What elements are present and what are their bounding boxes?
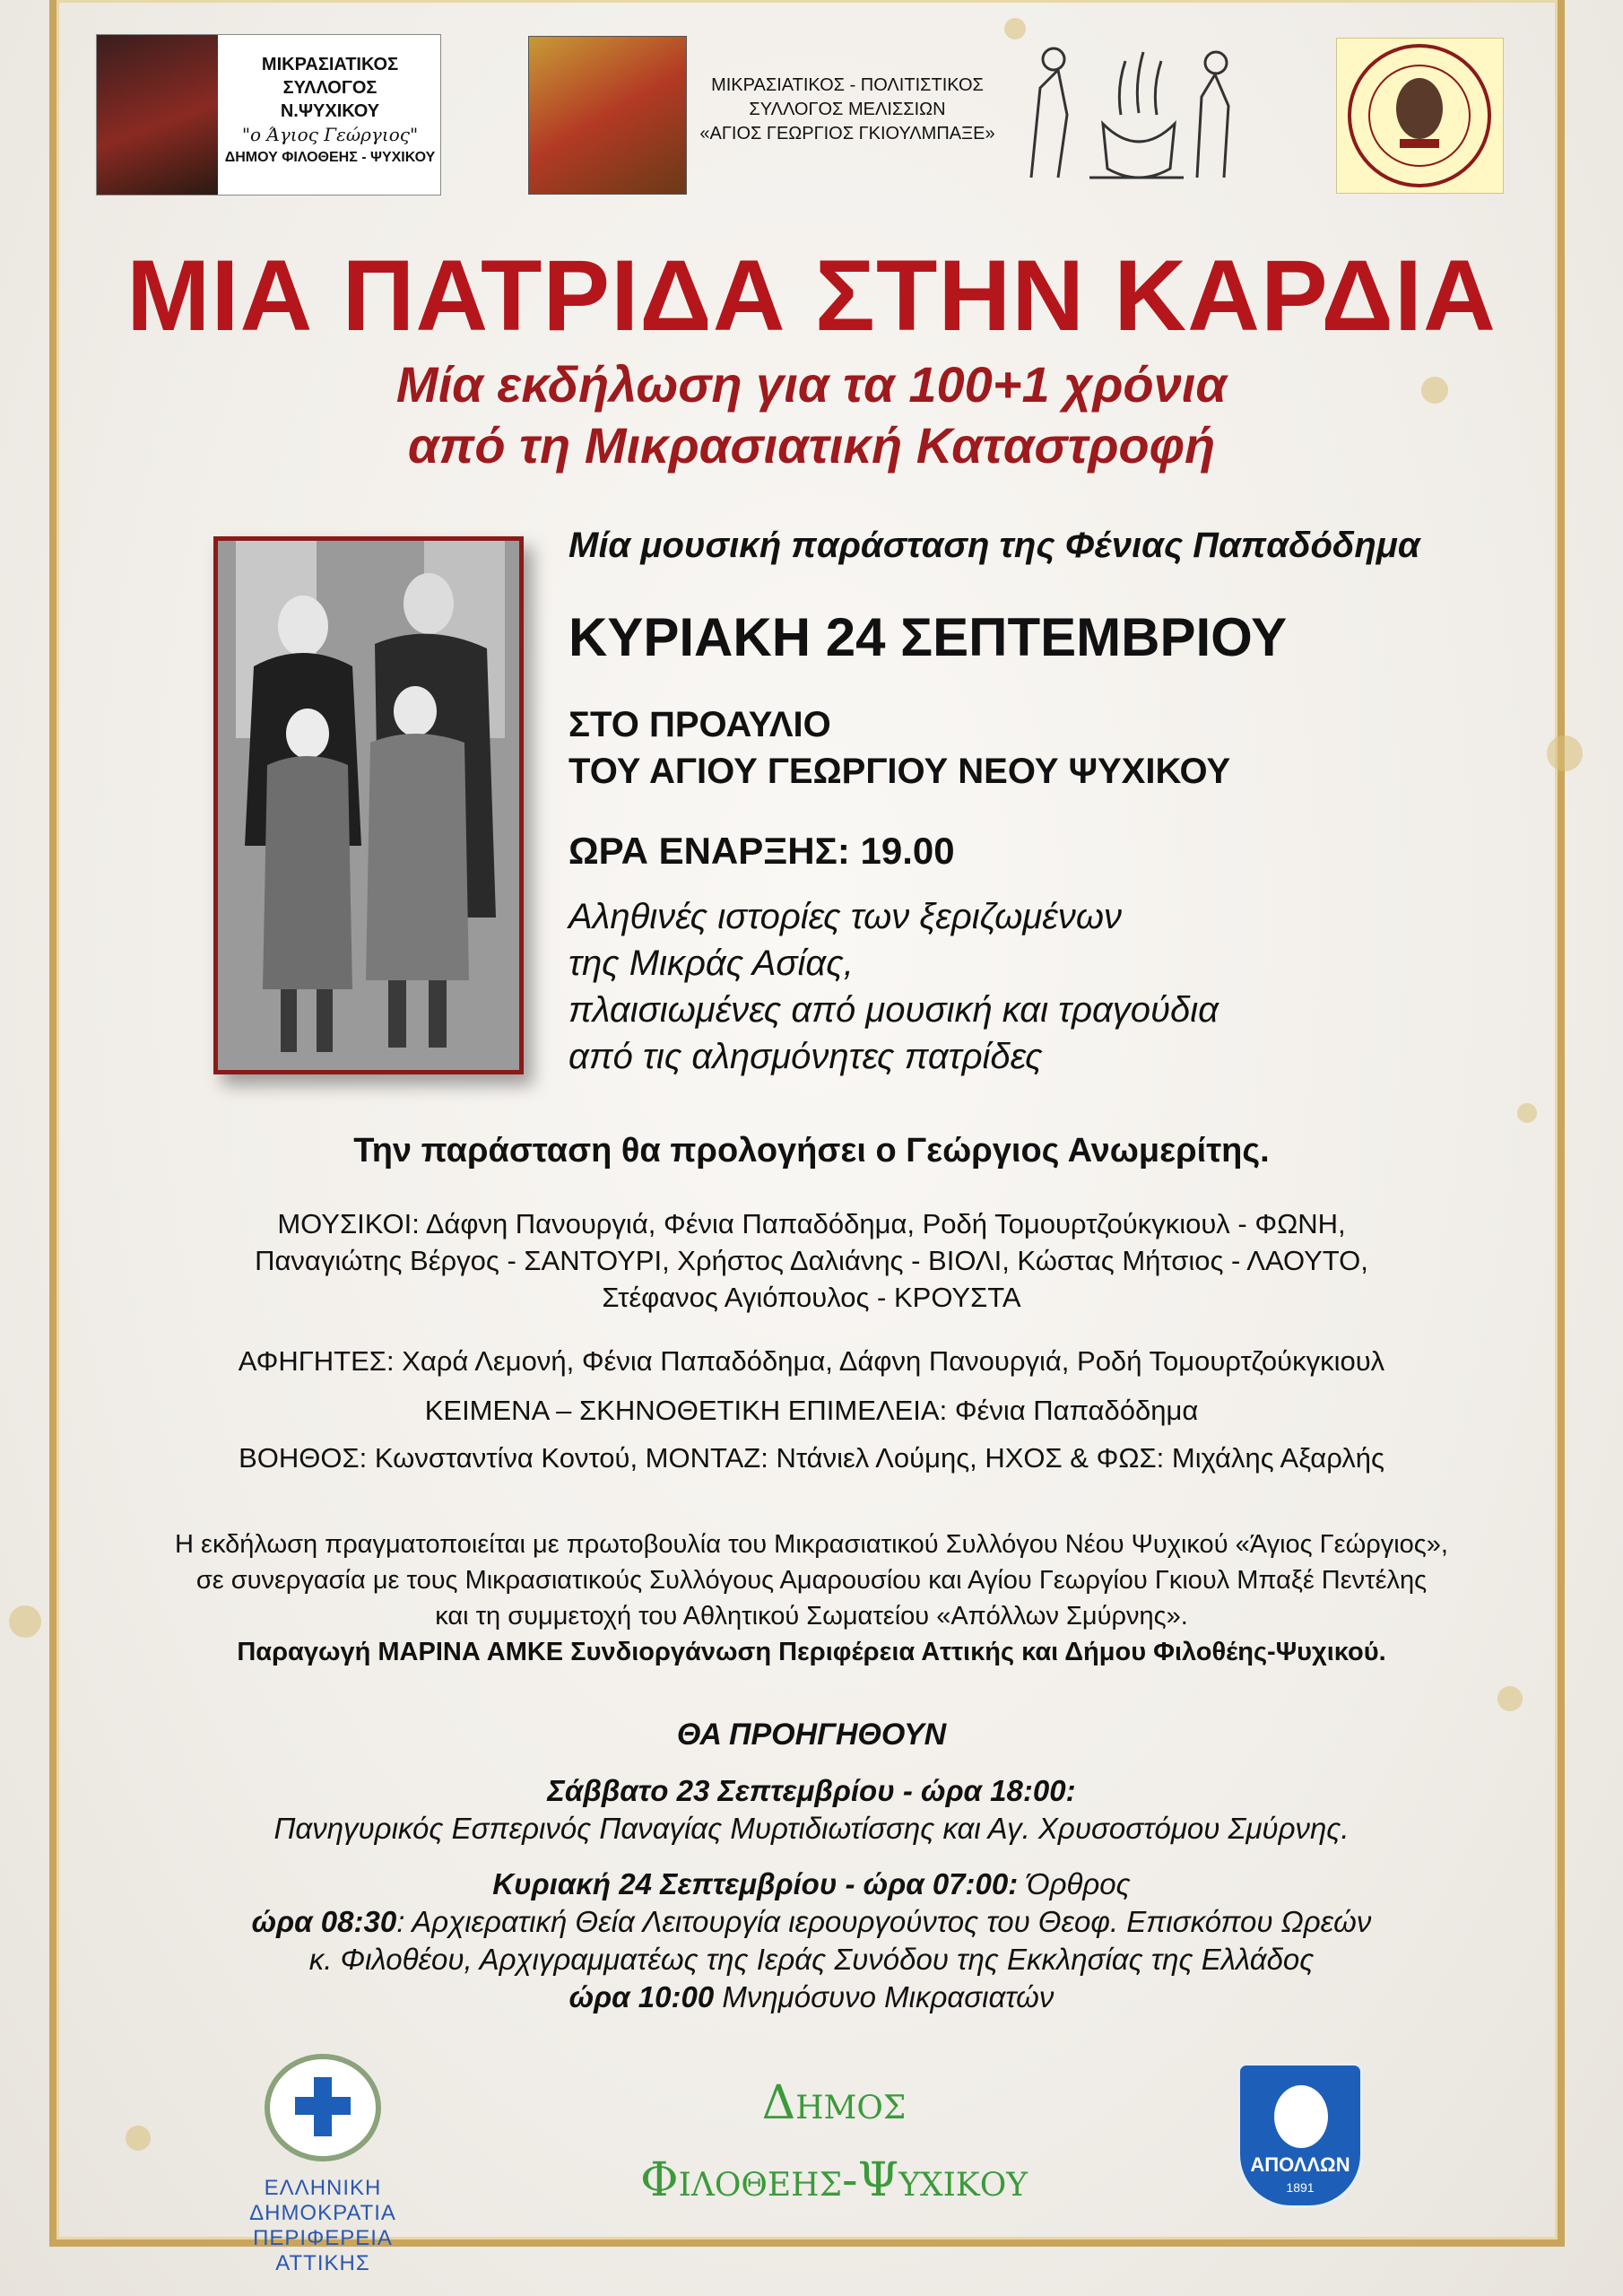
- narrators: ΑΦΗΓΗΤΕΣ: Χαρά Λεμονή, Φένια Παπαδόδημα, Δάφνη Πανουργιά, Ροδή Τομουρτζούκγκιουλ: [238, 1345, 1385, 1377]
- family-photo: [213, 536, 524, 1074]
- texts-direction: ΚΕΙΜΕΝΑ – ΣΚΗΝΟΘΕΤΙΚΗ ΕΠΙΜΕΛΕΙΑ: Φένια Παπαδόδημα: [424, 1395, 1199, 1426]
- prologue: Την παράσταση θα προλογήσει ο Γεώργιος Ανωμερίτης.: [353, 1132, 1270, 1170]
- organizer-statement: [54, 1526, 1569, 1670]
- description-line: πλαισιωμένες από μουσική και τραγούδια: [568, 990, 1219, 1030]
- logo2-line: ΜΙΚΡΑΣΙΑΤΙΚΟΣ - ΠΟΛΙΤΙΣΤΙΚΟΣ: [711, 75, 984, 95]
- subtitle-line: Μία εκδήλωση για τα 100+1 χρόνια: [395, 356, 1228, 413]
- gold-speck: [1497, 1686, 1523, 1711]
- page-title: ΜΙΑ ΠΑΤΡΙΔΑ ΣΤΗΝ ΚΑΡΔΙΑ: [126, 239, 1497, 352]
- saint-george-icon: [97, 35, 218, 195]
- gov-line: ΠΕΡΙΦΕΡΕΙΑ ΑΤΤΙΚΗΣ: [253, 2226, 393, 2275]
- gold-speck: [1517, 1103, 1537, 1123]
- musicians-line: ΜΟΥΣΙΚΟΙ: Δάφνη Πανουργιά, Φένια Παπαδόδημα, Ροδή Τομουρτζούκγκιουλ - ΦΩΝΗ,: [277, 1208, 1346, 1239]
- apollon-smyrnis-logo: [1237, 2063, 1363, 2208]
- saturday-text: Πανηγυρικός Εσπερινός Παναγίας Μυρτιδιωτίσσης και Αγ. Χρυσοστόμου Σμύρνης.: [273, 1812, 1350, 1845]
- memorial-text: Μνημόσυνο Μικρασιατών: [714, 1980, 1055, 2013]
- sunday-events: [54, 1866, 1569, 2016]
- hellenic-republic-attica-logo: [211, 2054, 435, 2276]
- saint-george-icon: [528, 36, 687, 195]
- musicians-line: Παναγιώτης Βέργος - ΣΑΝΤΟΥΡΙ, Χρήστος Δαλιάνης - ΒΙΟΛΙ, Κώστας Μήτσιος - ΛΑΟΥΤΟ,: [255, 1245, 1368, 1276]
- logo1-line: ΜΙΚΡΑΣΙΑΤΙΚΟΣ: [261, 55, 399, 74]
- subtitle-line: από τη Μικρασιατική Καταστροφή: [407, 417, 1216, 474]
- subtitle: [54, 354, 1569, 476]
- start-time: ΩΡΑ ΕΝΑΡΞΗΣ: 19.00: [568, 830, 955, 872]
- municipality-line: Φιλοθεης-Ψυχικου: [640, 2153, 1028, 2207]
- logo2-line: ΣΥΛΛΟΓΟΣ ΜΕΛΙΣΣΙΩΝ: [749, 100, 946, 119]
- event-description: [568, 893, 1219, 1080]
- gold-speck: [1547, 735, 1583, 771]
- logo2-text: [690, 74, 1004, 146]
- logo1-line: ΔΗΜΟΥ ΦΙΛΟΘΕΗΣ - ΨΥΧΙΚΟΥ: [224, 150, 436, 165]
- venue-line: ΣΤΟ ΠΡΟΑΥΛΙΟ: [568, 705, 831, 744]
- venue-line: ΤΟΥ ΑΓΙΟΥ ΓΕΩΡΓΙΟΥ ΝΕΟΥ ΨΥΧΙΚΟΥ: [568, 752, 1231, 791]
- constantinople-association-seal-icon: [1336, 38, 1504, 194]
- logo2-line: «ΑΓΙΟΣ ΓΕΩΡΓΙΟΣ ΓΚΙΟΥΛΜΠΑΞΕ»: [699, 124, 995, 144]
- event-venue: [568, 701, 1230, 795]
- logo1-line: ΣΥΛΛΟΓΟΣ: [282, 78, 378, 98]
- description-line: της Μικράς Ασίας,: [568, 944, 854, 983]
- family-photo-figures-icon: [218, 541, 519, 1070]
- liturgy-text: : Αρχιερατική Θεία Λειτουργία ιερουργούντος του Θεοφ. Επισκόπου Ωρεών: [396, 1905, 1372, 1938]
- saturday-heading: Σάββατο 23 Σεπτεμβρίου - ώρα 18:00:: [547, 1774, 1076, 1807]
- logo1-line: Ν.ΨΥΧΙΚΟΥ: [280, 101, 380, 121]
- liturgy-text-cont: κ. Φιλοθέου, Αρχιγραμματέως της Ιεράς Συνόδου της Εκκλησίας της Ελλάδος: [308, 1943, 1315, 1976]
- assistants: ΒΟΗΘΟΣ: Κωνσταντίνα Κοντού, ΜΟΝΤΑΖ: Ντάνιελ Λούμης, ΗΧΟΣ & ΦΩΣ: Μιχάλης Αξαρλής: [239, 1442, 1384, 1474]
- description-line: από τις αλησμόνητες πατρίδες: [568, 1037, 1043, 1076]
- apollon-year: 1891: [1286, 2180, 1315, 2195]
- production-line: Παραγωγή ΜΑΡΙΝΑ ΑΜΚΕ Συνδιοργάνωση Περιφέρεια Αττικής και Δήμου Φιλοθέης-Ψυχικού.: [237, 1638, 1386, 1666]
- gov-line: ΕΛΛΗΝΙΚΗ ΔΗΜΟΚΡΑΤΙΑ: [249, 2176, 396, 2225]
- logo-mikrasiatikos-syllogos-psychikou: [96, 34, 441, 196]
- gold-speck: [126, 2126, 151, 2151]
- municipality-line: Δημος: [761, 2076, 907, 2130]
- performance-credit: Μία μουσική παράσταση της Φένιας Παπαδόδημα: [568, 526, 1420, 565]
- event-date: ΚΥΡΙΑΚΗ 24 ΣΕΠΤΕΜΒΡΙΟΥ: [568, 607, 1288, 667]
- memorial-time: ώρα 10:00: [568, 1980, 715, 2013]
- saturday-event: [54, 1772, 1569, 1848]
- municipality-logo: [628, 2065, 1040, 2219]
- cooking-cauldron-illustration-icon: [1004, 34, 1255, 196]
- preceding-heading: ΘΑ ΠΡΟΗΓΗΘΟΥΝ: [676, 1718, 947, 1752]
- musicians: [54, 1205, 1569, 1316]
- logo1-line: "ο Άγιος Γεώργιος": [241, 124, 419, 145]
- apollon-name: ΑΠΟΛΛΩΝ: [1250, 2153, 1350, 2176]
- organizer-line: σε συνεργασία με τους Μικρασιατικούς Συλλόγους Αμαρουσίου και Αγίου Γεωργίου Γκιουλ Μπαξέ Πεντέλης: [195, 1566, 1428, 1595]
- logo1-text: [222, 53, 438, 170]
- greek-coat-of-arms-icon: [265, 2054, 381, 2161]
- liturgy-time: ώρα 08:30: [251, 1905, 397, 1938]
- apollo-head-icon: [1274, 2085, 1328, 2148]
- sunday-orthros: Όρθρος: [1018, 1867, 1131, 1900]
- organizer-line: Η εκδήλωση πραγματοποιείται με πρωτοβουλία του Μικρασιατικού Συλλόγου Νέου Ψυχικού «Άγιος Γεώργιος»,: [175, 1530, 1448, 1559]
- organizer-line: και τη συμμετοχή του Αθλητικού Σωματείου «Απόλλων Σμύρνης».: [435, 1602, 1188, 1631]
- description-line: Αληθινές ιστορίες των ξεριζωμένων: [568, 897, 1122, 936]
- sunday-heading: Κυριακή 24 Σεπτεμβρίου - ώρα 07:00:: [492, 1867, 1019, 1900]
- gold-speck: [9, 1605, 41, 1638]
- musicians-line: Στέφανος Αγιόπουλος - ΚΡΟΥΣΤΑ: [602, 1282, 1021, 1313]
